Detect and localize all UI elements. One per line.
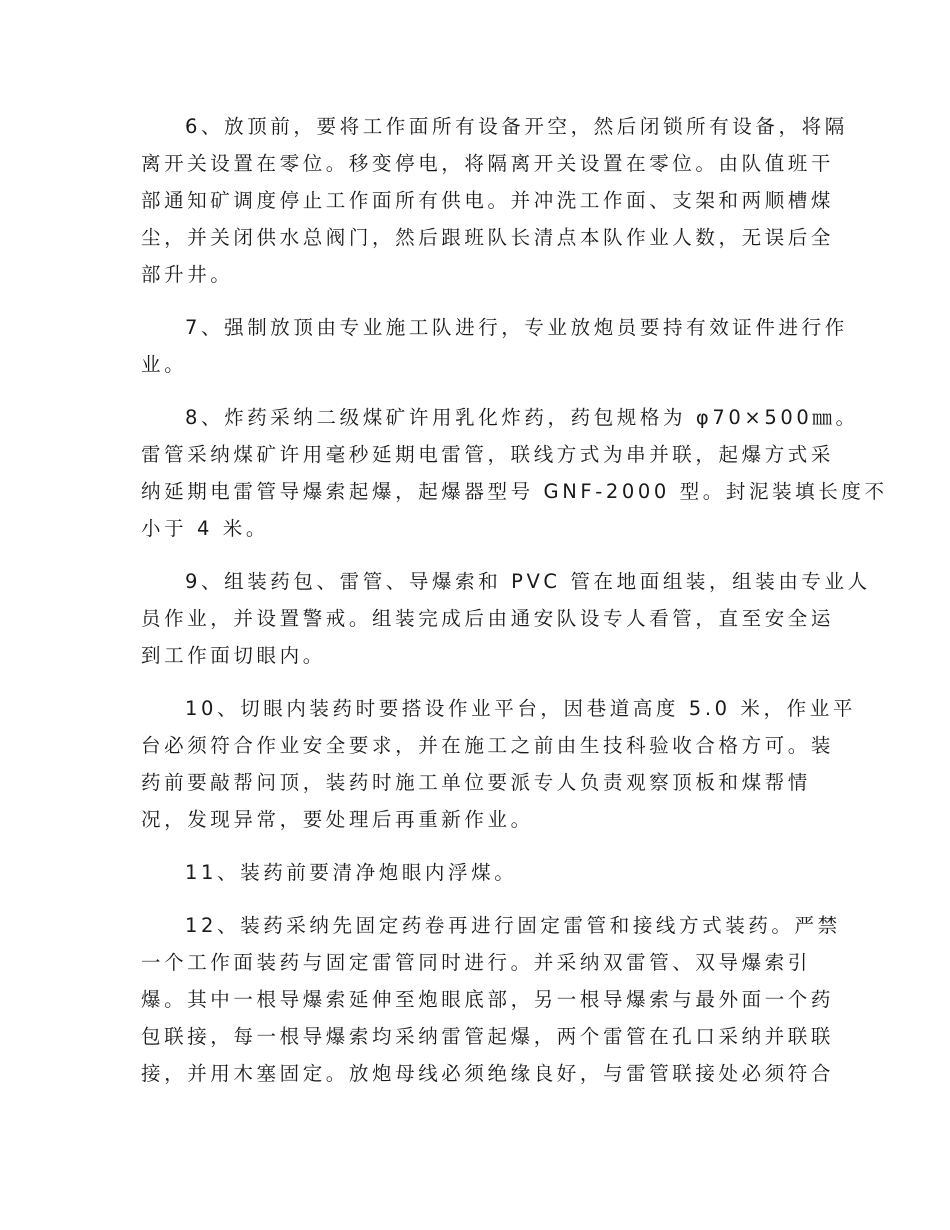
text-line: 8、炸药采纳二级煤矿许用乳化炸药，药包规格为 φ70×500㎜。 bbox=[185, 406, 859, 429]
document-body bbox=[141, 108, 888, 1092]
text-line: 部升井。 bbox=[141, 263, 234, 286]
paragraph-9 bbox=[141, 563, 871, 674]
text-line: 台必须符合作业安全要求，并在施工之前由生技科验收合格方可。装 bbox=[141, 734, 835, 757]
text-line: 员作业，并设置警戒。组装完成后由通安队设专人看管，直至安全运 bbox=[141, 607, 835, 630]
text-line: 10、切眼内装药时要搭设作业平台，因巷道高度 5.0 米，作业平 bbox=[185, 697, 856, 720]
text-line: 纳延期电雷管导爆索起爆，起爆器型号 GNF-2000 型。封泥装填长度不 bbox=[141, 480, 888, 503]
text-line: 9、组装药包、雷管、导爆索和 PVC 管在地面组装，组装由专业人 bbox=[185, 570, 871, 593]
text-line: 尘，并关闭供水总阀门，然后跟班队长清点本队作业人数，无误后全 bbox=[141, 226, 835, 249]
text-line: 包联接，每一根导爆索均采纳雷管起爆，两个雷管在孔口采纳并联联 bbox=[141, 1025, 835, 1048]
text-line: 药前要敲帮问顶，装药时施工单位要派专人负责观察顶板和煤帮情 bbox=[141, 771, 811, 794]
paragraph-12 bbox=[141, 907, 841, 1092]
text-line: 11、装药前要清净炮眼内浮煤。 bbox=[185, 861, 518, 884]
paragraph-7 bbox=[141, 309, 848, 383]
text-line: 到工作面切眼内。 bbox=[141, 644, 326, 667]
text-line: 况，发现异常，要处理后再重新作业。 bbox=[141, 808, 534, 831]
text-line: 接，并用木塞固定。放炮母线必须绝缘良好，与雷管联接处必须符合 bbox=[141, 1062, 835, 1085]
text-line: 业。 bbox=[141, 353, 188, 376]
text-line: 6、放顶前，要将工作面所有设备开空，然后闭锁所有设备，将隔 bbox=[185, 115, 848, 138]
paragraph-10 bbox=[141, 690, 856, 838]
text-line: 爆。其中一根导爆索延伸至炮眼底部，另一根导爆索与最外面一个药 bbox=[141, 988, 835, 1011]
text-line: 一个工作面装药与固定雷管同时进行。并采纳双雷管、双导爆索引 bbox=[141, 951, 811, 974]
paragraph-6 bbox=[141, 108, 848, 293]
text-line: 雷管采纳煤矿许用毫秒延期电雷管，联线方式为串并联，起爆方式采 bbox=[141, 443, 835, 466]
text-line: 12、装药采纳先固定药卷再进行固定雷管和接线方式装药。严禁 bbox=[185, 914, 841, 937]
text-line: 小于 4 米。 bbox=[141, 517, 270, 540]
paragraph-11 bbox=[141, 854, 806, 891]
text-line: 离开关设置在零位。移变停电，将隔离开关设置在零位。由队值班干 bbox=[141, 152, 835, 175]
paragraph-8 bbox=[141, 399, 888, 547]
text-line: 7、强制放顶由专业施工队进行，专业放炮员要持有效证件进行作 bbox=[185, 316, 848, 339]
text-line: 部通知矿调度停止工作面所有供电。并冲洗工作面、支架和两顺槽煤 bbox=[141, 189, 835, 212]
